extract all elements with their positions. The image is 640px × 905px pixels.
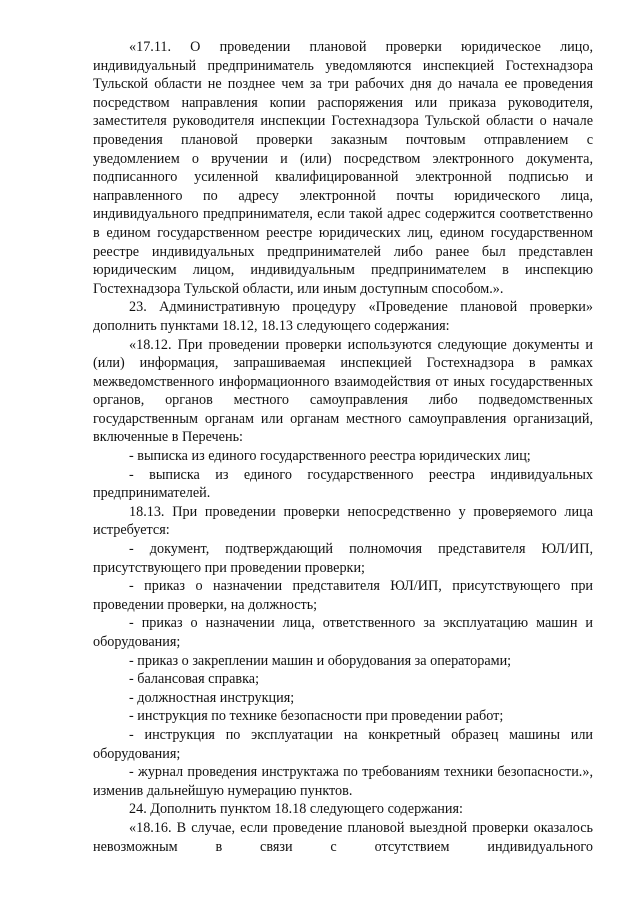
list-item: - выписка из единого государственного реестра юридических лиц; (129, 448, 531, 465)
list-item: - журнал проведения инструктажа по требованиям техники безопасности.», изменив дальнейшую нумерацию пунктов. (93, 764, 593, 799)
list-item: - должностная инструкция; (129, 689, 295, 706)
paragraph-17-11: «17.11. О проведении плановой проверки юридическое лицо, индивидуальный предприниматель уведомляются инспекцией Гостехнадзора Тульской области не позднее чем за три рабочих дня до начала ее проведения посредством направления копии распоряжения или приказа руководителя, заместителя руководителя инспекции Гостехнадзора Тульской области о начале проведения плановой проверки заказным почтовым отправлением с уведомлением о вручении и (или) посредством электронного документа, подписанного усиленной квалифицированной электронной подписью и направленного по адресу электронной почты юридического лица, индивидуального предпринимателя, если такой адрес содержится соответственно в едином государственном реестре юридических лиц, едином государственном реестре индивидуальных предпринимателей либо ранее был представлен юридическим лицом, индивидуальным предпринимателем в инспекцию Гостехнадзора Тульской области, или иным доступным способом.». (93, 39, 593, 297)
paragraph-item-23: 23. Административную процедуру «Проведение плановой проверки» дополнить пунктами 18.12, 18.13 следующего содержания: (93, 299, 593, 334)
list-item: - приказ о назначении лица, ответственного за эксплуатацию машин и оборудования; (93, 615, 593, 650)
list-item: - приказ о назначении представителя ЮЛ/ИП, присутствующего при проведении проверки, на должность; (93, 578, 593, 613)
paragraph-18-16: «18.16. В случае, если проведение плановой выездной проверки оказалось невозможным в связи с отсутствием индивидуального (93, 819, 593, 855)
document-page (93, 38, 593, 856)
paragraph-item-24: 24. Дополнить пунктом 18.18 следующего содержания: (129, 801, 463, 818)
list-item: - инструкция по эксплуатации на конкретный образец машины или оборудования; (93, 726, 593, 762)
list-item: - документ, подтверждающий полномочия представителя ЮЛ/ИП, присутствующего при проведении проверки; (93, 541, 593, 576)
paragraph-18-12: «18.12. При проведении проверки используются следующие документы и (или) информация, запрашиваемая инспекцией Гостехнадзора в рамках межведомственного информационного взаимодействия от иных государственных органов, органов местного самоуправления либо подведомственных государственным органам или органам местного самоуправления организаций, включенные в Перечень: (93, 336, 593, 446)
paragraph-18-13: 18.13. При проведении проверки непосредственно у проверяемого лица истребуется: (93, 503, 593, 539)
list-item: - выписка из единого государственного реестра индивидуальных предпринимателей. (93, 466, 593, 502)
list-item: - балансовая справка; (129, 671, 260, 688)
list-item: - приказ о закреплении машин и оборудования за операторами; (129, 652, 512, 669)
list-item: - инструкция по технике безопасности при проведении работ; (129, 708, 504, 725)
